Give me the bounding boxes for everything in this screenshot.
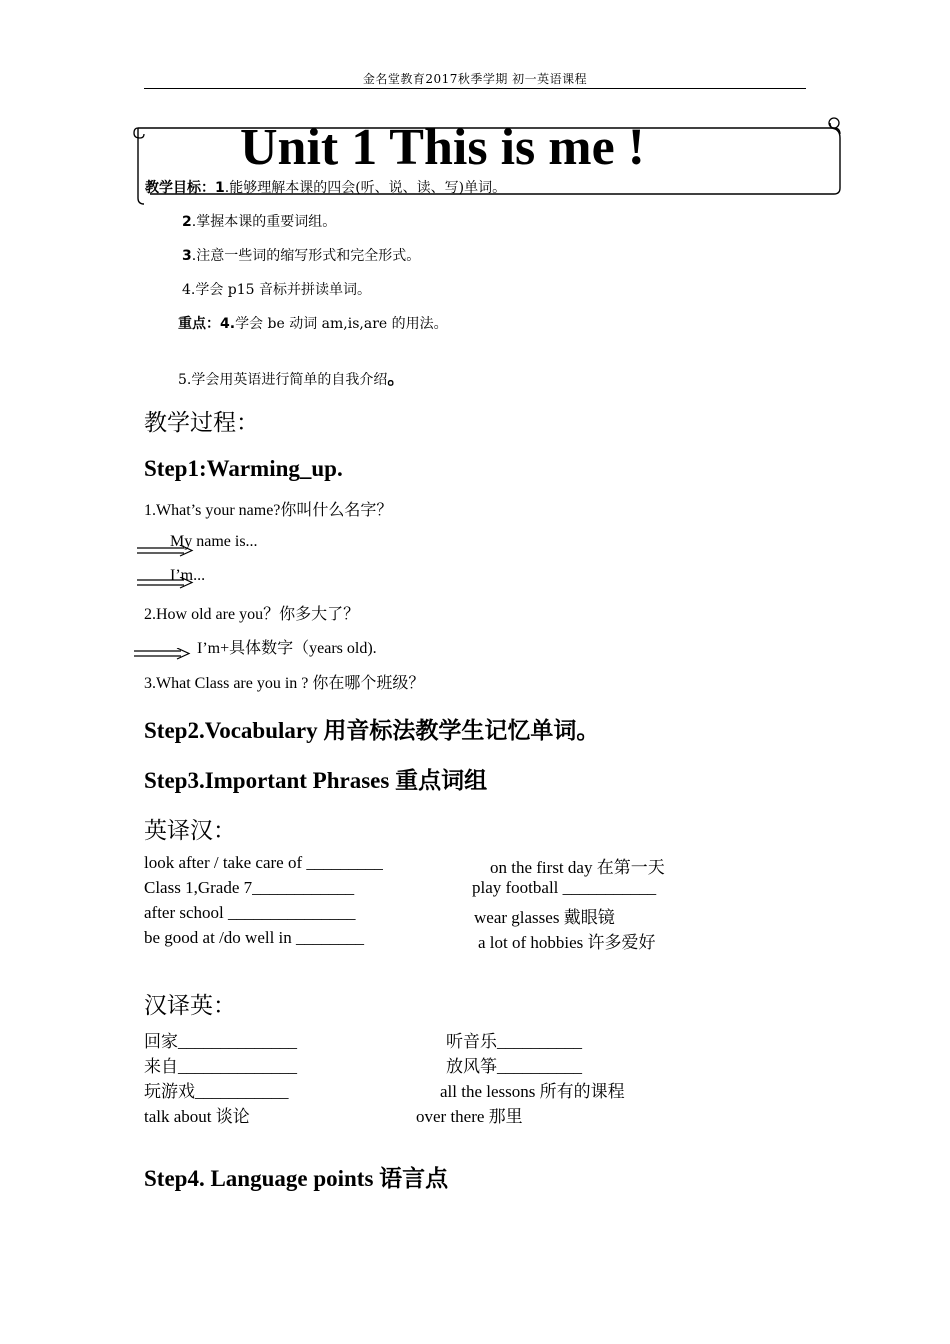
cn-en-right-1: 听音乐__________ [446,1032,582,1051]
en-cn-left-3: after school _______________ [144,903,356,922]
objective-2: 2.掌握本课的重要词组。 [182,214,337,230]
step4-heading: Step4. Language points 语言点 [144,1166,449,1191]
cn-en-left-1: 回家______________ [144,1032,297,1051]
step1-question-2: 2.How old are you？你多大了？ [144,606,360,623]
objective-3: 3.注意一些词的缩写形式和完全形式。 [182,248,421,264]
header-rule [144,88,806,89]
step1-question-1: 1.What’s your name?你叫什么名字？ [144,502,393,519]
cn-en-left-4: talk about 谈论 [144,1107,250,1126]
cn-en-label: 汉译英： [144,993,236,1019]
cn-en-left-3: 玩游戏___________ [144,1082,289,1101]
step1-answer-2: I’m... [170,567,206,584]
objective-1: 教学目标：1.能够理解本课的四会(听、说、读、写)单词。 [145,180,507,196]
en-cn-right-1: on the first day 在第一天 [490,858,665,877]
cn-en-right-3: all the lessons 所有的课程 [440,1082,625,1101]
step1-heading: Step1:Warming_up. [144,456,343,481]
key-point: 重点：4.学会 be 动词 am,is,are 的用法。 [178,316,448,332]
step1-answer-3: I’m+具体数字（years old). [197,640,377,657]
en-cn-right-2: play football ___________ [472,878,657,897]
cn-en-left-2: 来自______________ [144,1057,297,1076]
en-cn-left-1: look after / take care of _________ [144,853,383,872]
cn-en-right-2: 放风筝__________ [446,1057,582,1076]
page-header: 金名堂教育2017秋季学期 初一英语课程 [362,72,588,86]
en-cn-left-2: Class 1,Grade 7____________ [144,878,355,897]
en-cn-right-4: a lot of hobbies 许多爱好 [478,933,656,952]
objective-4: 4.学会 p15 音标并拼读单词。 [182,282,372,298]
en-cn-label: 英译汉： [144,818,236,844]
process-heading: 教学过程： [144,410,259,436]
step3-heading: Step3.Important Phrases 重点词组 [144,768,488,793]
cn-en-right-4: over there 那里 [416,1107,523,1126]
objective-5: 5.学会用英语进行简单的自我介绍。 [178,368,406,389]
double-arrow-icon [133,648,191,660]
step1-question-3: 3.What Class are you in ? 你在哪个班级？ [144,675,425,692]
step1-answer-1: My name is... [170,533,258,550]
en-cn-right-3: wear glasses 戴眼镜 [474,908,615,927]
en-cn-left-4: be good at /do well in ________ [144,928,365,947]
step2-heading: Step2.Vocabulary 用音标法教学生记忆单词。 [144,718,600,743]
objectives-label: 教学目标： [145,180,215,196]
unit-title: Unit 1 This is me ! [240,119,645,176]
